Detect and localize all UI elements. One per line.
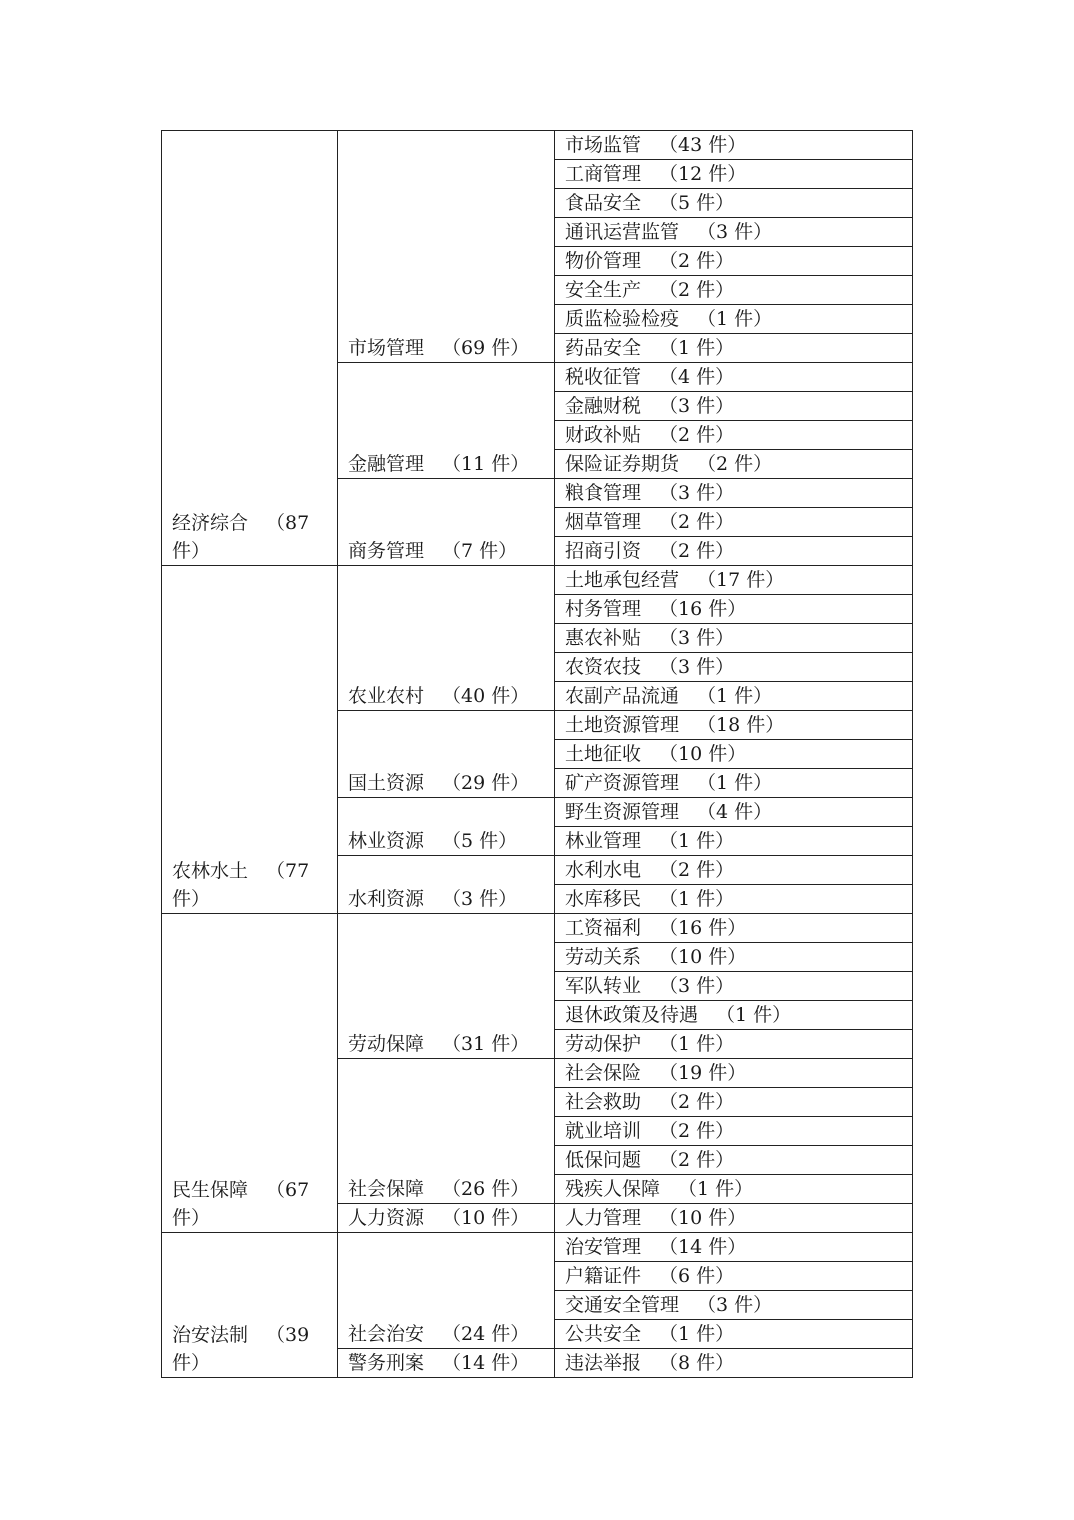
subcategory-count: （24 件） bbox=[442, 1323, 530, 1345]
item-count: （1 件） bbox=[697, 308, 773, 330]
item-count: （1 件） bbox=[716, 1004, 792, 1026]
item-name: 税收征管 bbox=[565, 366, 642, 388]
item-name: 工商管理 bbox=[565, 163, 642, 185]
item-cell bbox=[555, 537, 913, 566]
item-cell bbox=[555, 160, 913, 189]
item-name: 惠农补贴 bbox=[565, 627, 642, 649]
item-count: （10 件） bbox=[659, 743, 747, 765]
subcategory-name: 劳动保障 bbox=[348, 1033, 425, 1055]
item-name: 交通安全管理 bbox=[565, 1294, 680, 1316]
subcategory-cell bbox=[338, 1204, 555, 1233]
subcategory-cell bbox=[338, 798, 555, 856]
subcategory-count: （69 件） bbox=[442, 337, 530, 359]
item-cell bbox=[555, 450, 913, 479]
subcategory-count: （29 件） bbox=[442, 772, 530, 794]
item-cell bbox=[555, 131, 913, 160]
item-cell bbox=[555, 856, 913, 885]
category-cell bbox=[162, 131, 338, 566]
item-name: 户籍证件 bbox=[565, 1265, 642, 1287]
category-cell bbox=[162, 1233, 338, 1378]
item-count: （2 件） bbox=[659, 1120, 735, 1142]
subcategory-count: （3 件） bbox=[442, 888, 518, 910]
category-count: （87件） bbox=[172, 512, 310, 562]
category-label bbox=[172, 857, 329, 913]
subcategory-name: 人力资源 bbox=[348, 1207, 425, 1229]
item-cell bbox=[555, 1030, 913, 1059]
item-name: 社会救助 bbox=[565, 1091, 642, 1113]
item-name: 社会保险 bbox=[565, 1062, 642, 1084]
category-name: 经济综合 bbox=[172, 512, 249, 534]
item-cell bbox=[555, 711, 913, 740]
item-count: （10 件） bbox=[659, 1207, 747, 1229]
item-name: 劳动保护 bbox=[565, 1033, 642, 1055]
item-cell bbox=[555, 595, 913, 624]
item-name: 农资农技 bbox=[565, 656, 642, 678]
subcategory-cell bbox=[338, 1059, 555, 1204]
item-count: （3 件） bbox=[697, 221, 773, 243]
item-count: （2 件） bbox=[659, 540, 735, 562]
category-label bbox=[172, 509, 329, 565]
subcategory-name: 国土资源 bbox=[348, 772, 425, 794]
item-name: 人力管理 bbox=[565, 1207, 642, 1229]
item-cell bbox=[555, 247, 913, 276]
subcategory-cell bbox=[338, 566, 555, 711]
item-count: （1 件） bbox=[697, 772, 773, 794]
subcategory-count: （26 件） bbox=[442, 1178, 530, 1200]
subcategory-name: 金融管理 bbox=[348, 453, 425, 475]
item-cell bbox=[555, 1088, 913, 1117]
item-cell bbox=[555, 914, 913, 943]
table-row bbox=[162, 131, 913, 160]
item-cell bbox=[555, 827, 913, 856]
subcategory-cell bbox=[338, 711, 555, 798]
subcategory-cell bbox=[338, 856, 555, 914]
subcategory-count: （11 件） bbox=[442, 453, 530, 475]
item-name: 土地征收 bbox=[565, 743, 642, 765]
item-cell bbox=[555, 276, 913, 305]
subcategory-name: 市场管理 bbox=[348, 337, 425, 359]
item-name: 招商引资 bbox=[565, 540, 642, 562]
item-cell bbox=[555, 363, 913, 392]
item-cell bbox=[555, 1320, 913, 1349]
item-cell bbox=[555, 682, 913, 711]
item-count: （17 件） bbox=[697, 569, 785, 591]
item-count: （3 件） bbox=[697, 1294, 773, 1316]
item-count: （19 件） bbox=[659, 1062, 747, 1084]
item-count: （1 件） bbox=[678, 1178, 754, 1200]
item-count: （3 件） bbox=[659, 395, 735, 417]
item-count: （1 件） bbox=[659, 888, 735, 910]
item-cell bbox=[555, 479, 913, 508]
item-count: （1 件） bbox=[659, 1323, 735, 1345]
subcategory-cell bbox=[338, 479, 555, 566]
subcategory-name: 商务管理 bbox=[348, 540, 425, 562]
item-cell bbox=[555, 1059, 913, 1088]
item-name: 物价管理 bbox=[565, 250, 642, 272]
item-name: 保险证券期货 bbox=[565, 453, 680, 475]
category-name: 农林水土 bbox=[172, 860, 249, 882]
item-cell bbox=[555, 1175, 913, 1204]
item-name: 退休政策及待遇 bbox=[565, 1004, 699, 1026]
item-name: 就业培训 bbox=[565, 1120, 642, 1142]
item-count: （2 件） bbox=[659, 279, 735, 301]
item-count: （2 件） bbox=[659, 1149, 735, 1171]
item-cell bbox=[555, 218, 913, 247]
subcategory-name: 水利资源 bbox=[348, 888, 425, 910]
item-count: （4 件） bbox=[659, 366, 735, 388]
item-name: 安全生产 bbox=[565, 279, 642, 301]
item-cell bbox=[555, 624, 913, 653]
table-body bbox=[162, 131, 913, 1378]
item-cell bbox=[555, 1001, 913, 1030]
item-cell bbox=[555, 508, 913, 537]
item-name: 烟草管理 bbox=[565, 511, 642, 533]
classification-table bbox=[161, 130, 913, 1378]
item-count: （8 件） bbox=[659, 1352, 735, 1374]
item-count: （2 件） bbox=[659, 511, 735, 533]
item-cell bbox=[555, 1262, 913, 1291]
subcategory-count: （40 件） bbox=[442, 685, 530, 707]
subcategory-cell bbox=[338, 1233, 555, 1349]
item-cell bbox=[555, 1349, 913, 1378]
category-label bbox=[172, 1321, 329, 1377]
item-count: （18 件） bbox=[697, 714, 785, 736]
item-name: 劳动关系 bbox=[565, 946, 642, 968]
item-cell bbox=[555, 972, 913, 1001]
item-count: （1 件） bbox=[659, 1033, 735, 1055]
subcategory-count: （14 件） bbox=[442, 1352, 530, 1374]
item-count: （1 件） bbox=[659, 830, 735, 852]
item-count: （10 件） bbox=[659, 946, 747, 968]
item-count: （14 件） bbox=[659, 1236, 747, 1258]
item-name: 残疾人保障 bbox=[565, 1178, 661, 1200]
item-count: （3 件） bbox=[659, 656, 735, 678]
item-cell bbox=[555, 1204, 913, 1233]
subcategory-name: 社会治安 bbox=[348, 1323, 425, 1345]
item-cell bbox=[555, 885, 913, 914]
category-cell bbox=[162, 914, 338, 1233]
item-count: （2 件） bbox=[697, 453, 773, 475]
subcategory-count: （10 件） bbox=[442, 1207, 530, 1229]
category-label bbox=[172, 1176, 329, 1232]
item-name: 水利水电 bbox=[565, 859, 642, 881]
item-name: 财政补贴 bbox=[565, 424, 642, 446]
subcategory-cell bbox=[338, 1349, 555, 1378]
item-name: 村务管理 bbox=[565, 598, 642, 620]
item-name: 公共安全 bbox=[565, 1323, 642, 1345]
item-cell bbox=[555, 943, 913, 972]
item-name: 粮食管理 bbox=[565, 482, 642, 504]
category-count: （77件） bbox=[172, 860, 310, 910]
item-name: 质监检验检疫 bbox=[565, 308, 680, 330]
item-count: （1 件） bbox=[697, 685, 773, 707]
category-count: （39件） bbox=[172, 1324, 310, 1374]
item-count: （3 件） bbox=[659, 975, 735, 997]
table-row bbox=[162, 1233, 913, 1262]
item-cell bbox=[555, 189, 913, 218]
item-count: （1 件） bbox=[659, 337, 735, 359]
item-name: 林业管理 bbox=[565, 830, 642, 852]
item-cell bbox=[555, 653, 913, 682]
item-name: 农副产品流通 bbox=[565, 685, 680, 707]
item-name: 违法举报 bbox=[565, 1352, 642, 1374]
item-cell bbox=[555, 421, 913, 450]
item-name: 工资福利 bbox=[565, 917, 642, 939]
category-name: 治安法制 bbox=[172, 1324, 249, 1346]
item-count: （43 件） bbox=[659, 134, 747, 156]
item-name: 药品安全 bbox=[565, 337, 642, 359]
category-count: （67件） bbox=[172, 1179, 310, 1229]
item-name: 野生资源管理 bbox=[565, 801, 680, 823]
item-name: 食品安全 bbox=[565, 192, 642, 214]
item-cell bbox=[555, 1233, 913, 1262]
item-cell bbox=[555, 740, 913, 769]
item-count: （16 件） bbox=[659, 917, 747, 939]
item-cell bbox=[555, 769, 913, 798]
item-count: （16 件） bbox=[659, 598, 747, 620]
item-count: （6 件） bbox=[659, 1265, 735, 1287]
subcategory-count: （5 件） bbox=[442, 830, 518, 852]
item-name: 军队转业 bbox=[565, 975, 642, 997]
item-count: （2 件） bbox=[659, 859, 735, 881]
item-count: （5 件） bbox=[659, 192, 735, 214]
subcategory-name: 林业资源 bbox=[348, 830, 425, 852]
item-name: 水库移民 bbox=[565, 888, 642, 910]
item-cell bbox=[555, 566, 913, 595]
subcategory-count: （31 件） bbox=[442, 1033, 530, 1055]
item-name: 矿产资源管理 bbox=[565, 772, 680, 794]
table-row bbox=[162, 914, 913, 943]
item-name: 土地资源管理 bbox=[565, 714, 680, 736]
table-row bbox=[162, 566, 913, 595]
item-cell bbox=[555, 1146, 913, 1175]
subcategory-name: 警务刑案 bbox=[348, 1352, 425, 1374]
item-name: 治安管理 bbox=[565, 1236, 642, 1258]
item-count: （3 件） bbox=[659, 627, 735, 649]
item-count: （4 件） bbox=[697, 801, 773, 823]
category-name: 民生保障 bbox=[172, 1179, 249, 1201]
subcategory-count: （7 件） bbox=[442, 540, 518, 562]
subcategory-cell bbox=[338, 131, 555, 363]
item-count: （2 件） bbox=[659, 424, 735, 446]
item-count: （2 件） bbox=[659, 1091, 735, 1113]
subcategory-name: 社会保障 bbox=[348, 1178, 425, 1200]
item-name: 低保问题 bbox=[565, 1149, 642, 1171]
subcategory-cell bbox=[338, 363, 555, 479]
item-name: 通讯运营监管 bbox=[565, 221, 680, 243]
item-cell bbox=[555, 1117, 913, 1146]
item-cell bbox=[555, 798, 913, 827]
item-count: （3 件） bbox=[659, 482, 735, 504]
subcategory-cell bbox=[338, 914, 555, 1059]
item-count: （2 件） bbox=[659, 250, 735, 272]
item-cell bbox=[555, 305, 913, 334]
item-name: 金融财税 bbox=[565, 395, 642, 417]
item-count: （12 件） bbox=[659, 163, 747, 185]
item-cell bbox=[555, 334, 913, 363]
item-cell bbox=[555, 392, 913, 421]
item-name: 市场监管 bbox=[565, 134, 642, 156]
category-cell bbox=[162, 566, 338, 914]
item-cell bbox=[555, 1291, 913, 1320]
subcategory-name: 农业农村 bbox=[348, 685, 425, 707]
item-name: 土地承包经营 bbox=[565, 569, 680, 591]
